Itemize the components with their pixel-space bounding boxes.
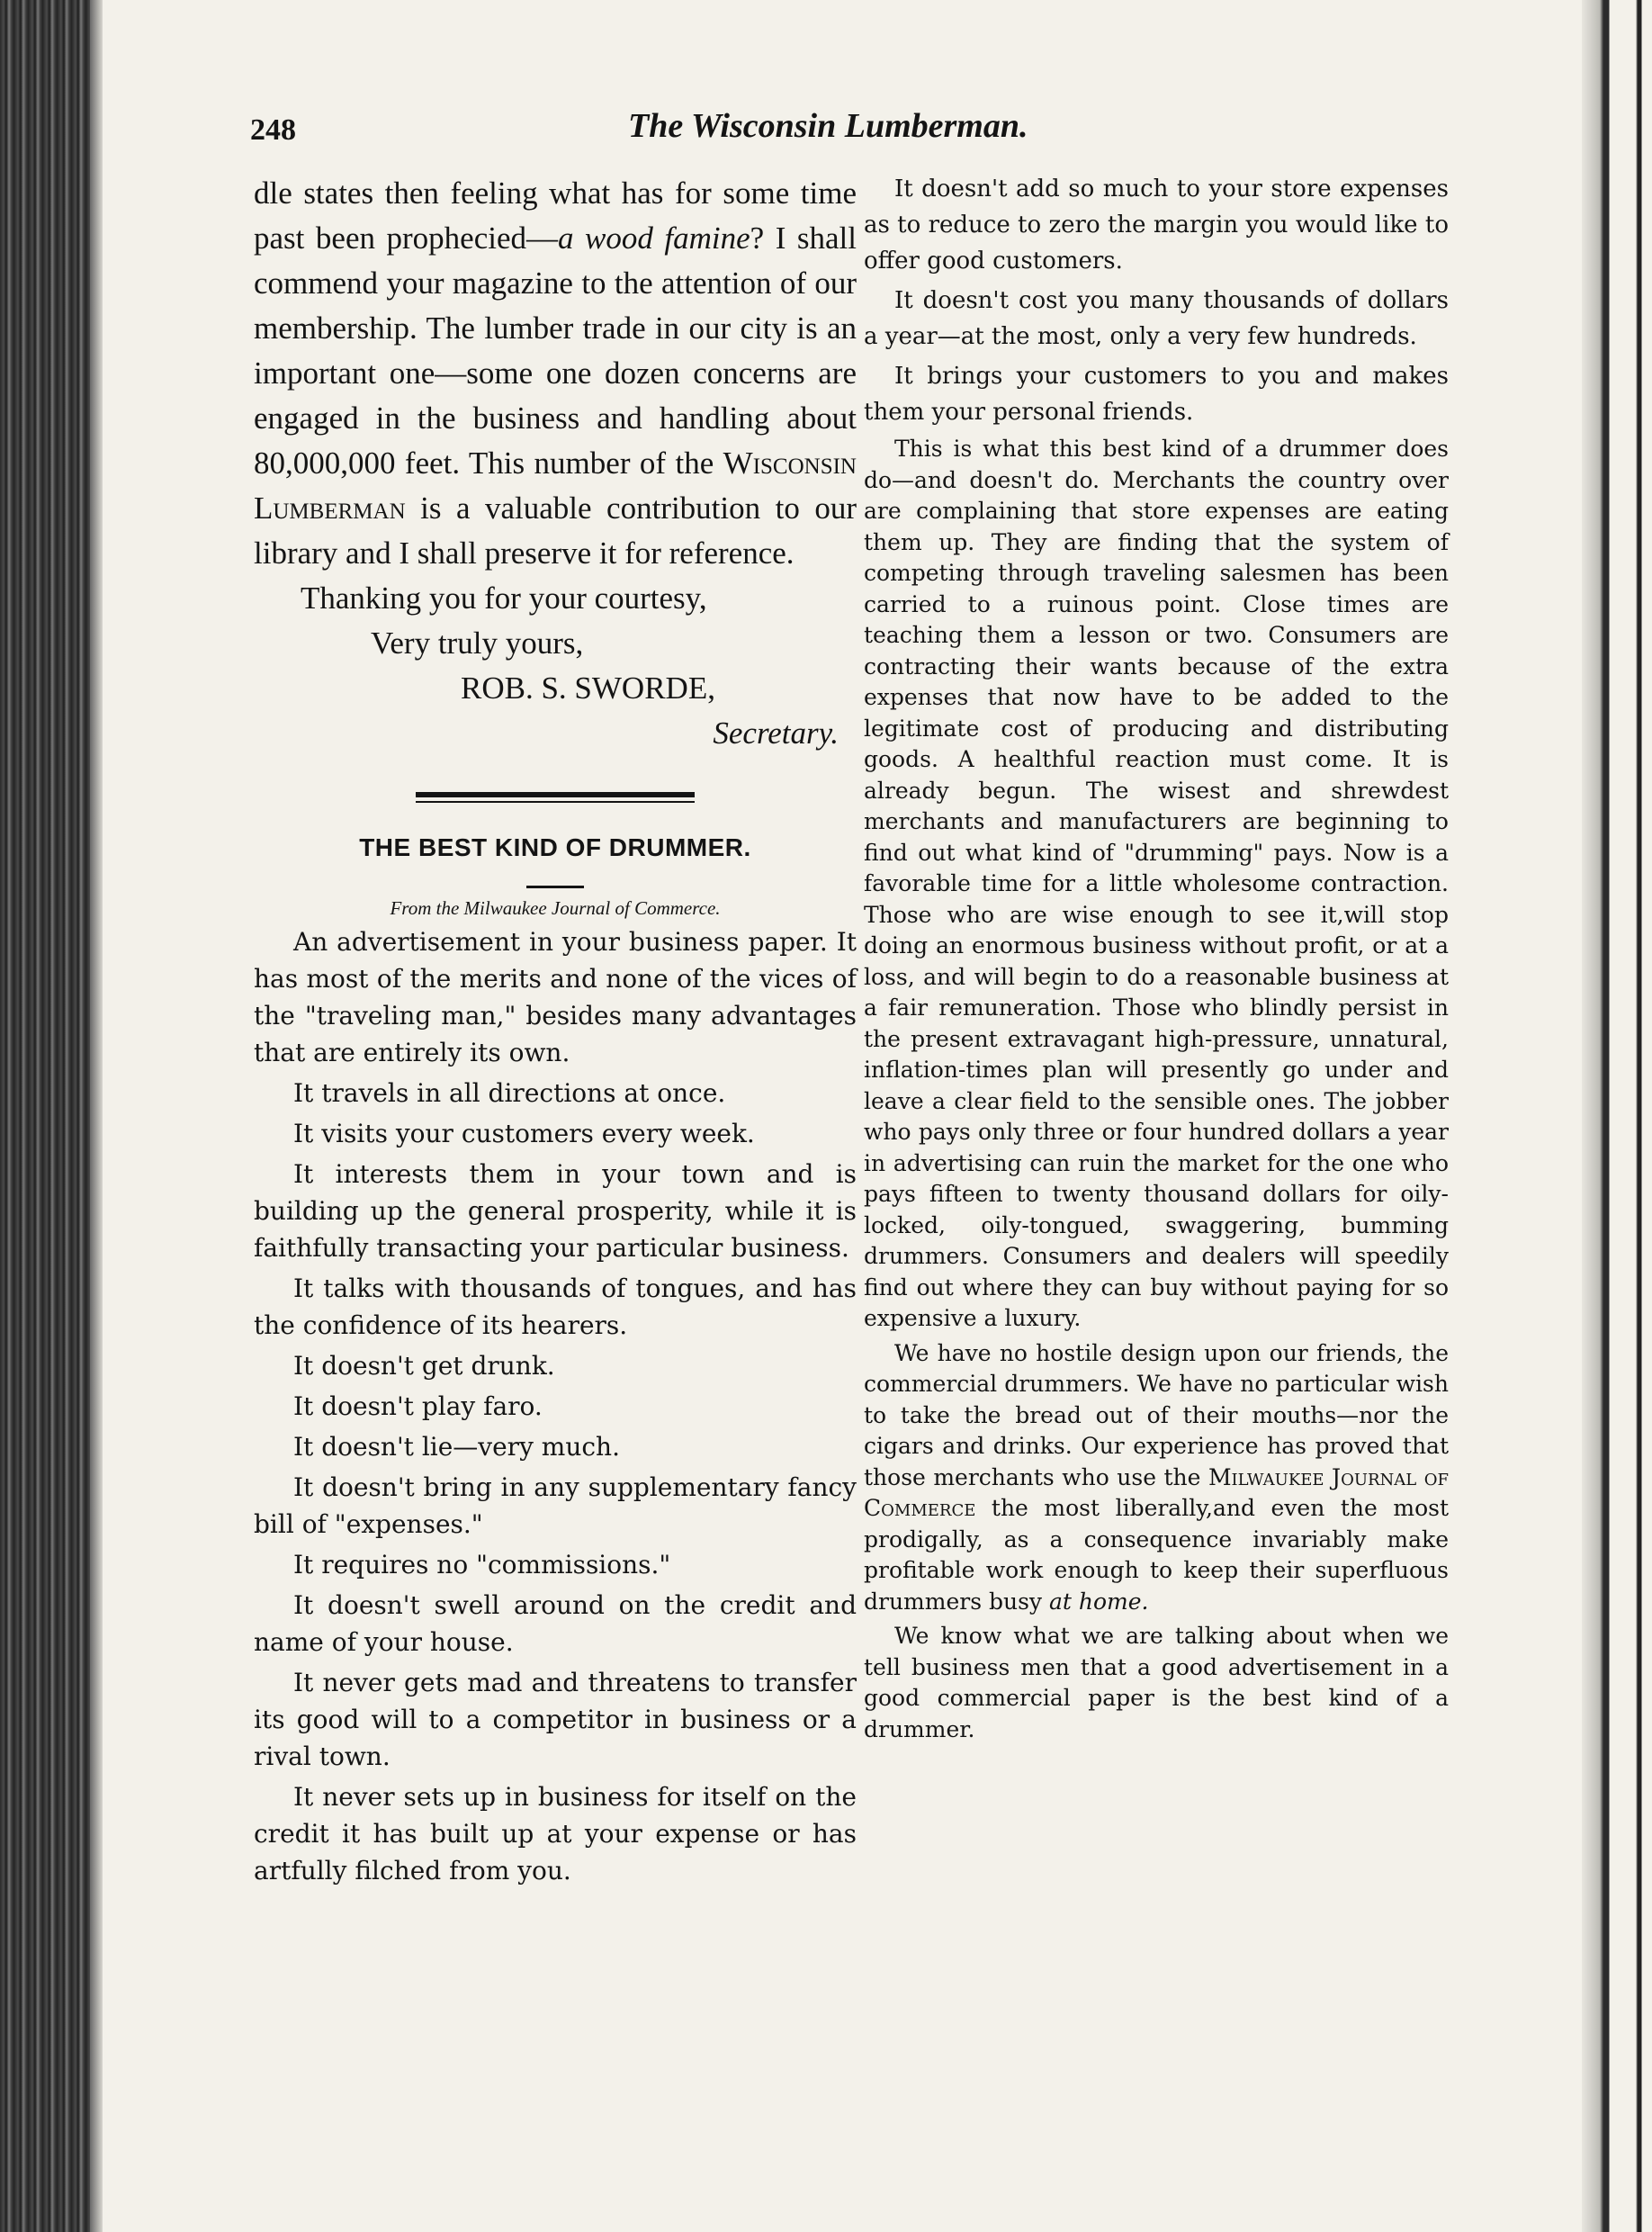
right-column: [864, 171, 1449, 1749]
article-source: From the Milwaukee Journal of Commerce.: [390, 897, 721, 919]
letter-signer: ROB. S. SWORDE,: [461, 670, 715, 706]
left-column: [254, 171, 857, 1889]
magazine-name: Wisconsin Lumberman: [254, 446, 857, 526]
letter-body-text: dle states then feeling what has for some time past been prophecied—: [254, 176, 857, 256]
paragraph: An advertisement in your business paper. It has most of the merits and none of the vices of the "traveling man," besides many advantages that are entirely its own.: [254, 927, 857, 1067]
page-number: 248: [250, 113, 296, 147]
paragraph: It doesn't get drunk.: [293, 1351, 555, 1381]
article: [254, 833, 857, 1889]
page-header: [250, 106, 1474, 160]
article-title: THE BEST KIND OF DRUMMER.: [359, 833, 751, 861]
running-title: The Wisconsin Lumberman.: [628, 107, 1028, 145]
book-spine: [0, 0, 90, 2232]
letter-italic-phrase: a wood famine: [557, 220, 750, 256]
letter-closing: Thanking you for your courtesy,: [301, 580, 707, 616]
paragraph: It interests them in your town and is building up the general prosperity, while it is faithfully transacting your particular business.: [254, 1159, 857, 1263]
paragraph: It doesn't cost you many thousands of dollars a year—at the most, only a very few hundreds.: [864, 287, 1449, 350]
paragraph: It doesn't bring in any supplementary fancy bill of "expenses.": [254, 1472, 857, 1539]
paragraph: It doesn't play faro.: [293, 1391, 543, 1421]
paragraph: It brings your customers to you and makes them your personal friends.: [864, 363, 1449, 426]
paragraph: It requires no "commissions.": [293, 1550, 671, 1580]
paragraph-drummers-text-1: We have no hostile design upon our friends, the commercial drummers. We have no particular wish to take the bread out of their mouths—nor the cigars and drinks. Our experience has proved that those merchants who use the: [864, 1339, 1449, 1490]
final-paragraph: We know what we are talking about when we tell business men that a good advertisement in a good commercial paper is the best kind of a drummer.: [864, 1623, 1449, 1742]
journal-name: Milwaukee Journal of Commerce: [864, 1463, 1449, 1521]
paragraph: It never gets mad and threatens to transfer its good will to a competitor in business or a rival town.: [254, 1668, 857, 1771]
paragraph-drummers-text-2: the most liberally,and even the most prodigally, as a consequence invariably make profitable work enough to keep their superfluous drummers busy: [864, 1495, 1449, 1615]
letter-section: [254, 171, 857, 756]
at-home-phrase: at home.: [1049, 1588, 1149, 1615]
right-paragraphs: [864, 171, 1449, 1335]
letter-signer-title: Secretary.: [713, 716, 839, 751]
paragraph: It doesn't lie—very much.: [293, 1432, 620, 1462]
page-edge-border: [1582, 0, 1652, 2232]
paragraph: It talks with thousands of tongues, and has the confidence of its hearers.: [254, 1274, 857, 1340]
paragraph: It visits your customers every week.: [293, 1119, 755, 1148]
letter-body: [254, 171, 857, 576]
paragraph: It travels in all directions at once.: [293, 1078, 726, 1108]
paragraph: It never sets up in business for itself on the credit it has built up at your expense or has artfully filched from you.: [254, 1782, 857, 1886]
paragraph-drummers: [864, 1338, 1449, 1618]
title-rule: [526, 886, 584, 888]
letter-body-text-3: is a valuable contribution to our library and I shall preserve it for reference.: [254, 490, 857, 571]
paragraph: It doesn't add so much to your store expenses as to reduce to zero the margin you would like to offer good customers.: [864, 176, 1449, 274]
paragraph: This is what this best kind of a drummer does do—and doesn't do. Merchants the country over are complaining that store expenses are eating them up. They are finding that the system of competing through traveling salesmen has been carried to a ruinous point. Close times are teaching them a lesson or two. Consumers are contracting their wants because of the extra expenses that now have to be added to the legitimate cost of producing and distributing goods. A healthful reaction must come. It is already begun. The wisest and shrewdest merchants and manufacturers are beginning to find out what kind of "drumming" pays. Now is a favorable time for a little wholesome contraction. Those who are wise enough to see it,will stop doing an enormous business without profit, or at a loss, and will begin to do a reasonable business at a fair remuneration. Those who blindly persist in the present extravagant high-pressure, unnatural, inflation-times plan will presently go under and leave a clear field to the sensible ones. The jobber who pays only three or four hundred dollars a year in advertising can ruin the market for the one who pays fifteen to twenty thousand dollars for oily-locked, oily-tongued, swaggering, bumming drummers. Consumers and dealers will speedily find out where they can buy without paying for so expensive a luxury.: [864, 436, 1449, 1331]
paragraph: It doesn't swell around on the credit and name of your house.: [254, 1590, 857, 1657]
page-gutter: [90, 0, 103, 2232]
left-paragraphs: [254, 923, 857, 1889]
letter-valediction: Very truly yours,: [371, 626, 584, 661]
section-divider-thin: [416, 801, 695, 803]
section-divider-thick: [416, 792, 695, 797]
letter-body-text-2: ? I shall commend your magazine to the attention of our membership. The lumber trade in our city is an important one—some one dozen concerns are engaged in the business and handling about 80,000,000 feet. This number of the: [254, 220, 857, 481]
